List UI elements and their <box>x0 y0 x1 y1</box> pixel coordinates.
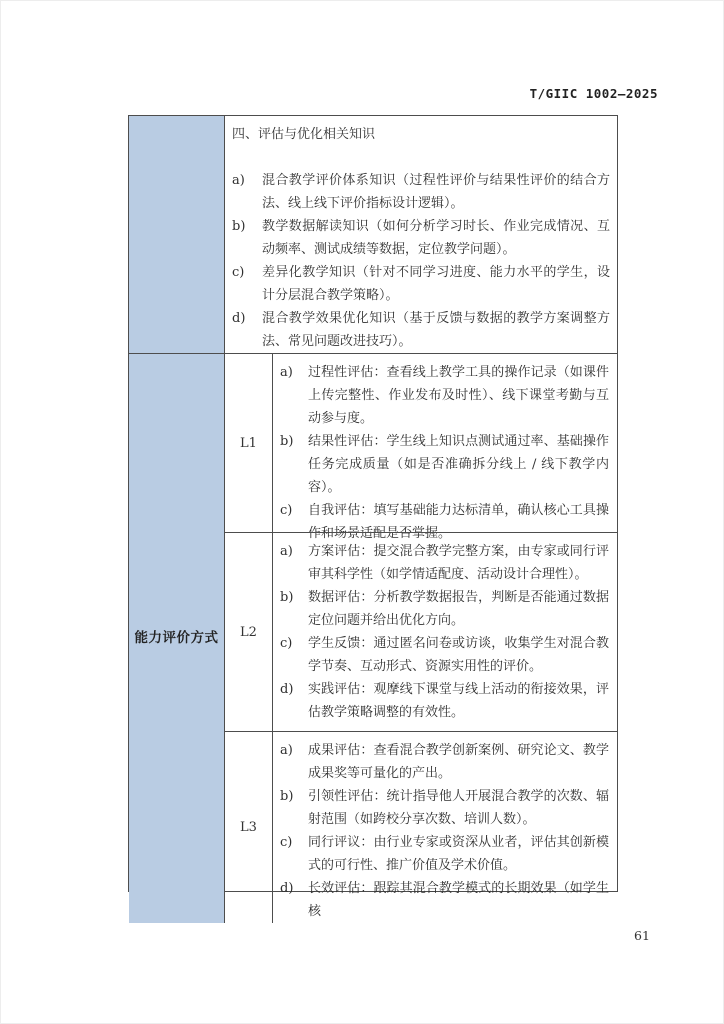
item-marker: d) <box>280 682 294 697</box>
knowledge-row <box>129 116 617 354</box>
item-text: 差异化教学知识（针对不同学习进度、能力水平的学生，设计分层混合教学策略）。 <box>262 265 610 303</box>
item-marker: c) <box>280 636 293 651</box>
evaluation-table <box>128 115 618 919</box>
item-marker: b) <box>280 789 294 804</box>
item-text: 过程性评估：查看线上教学工具的操作记录（如课件上传完整性、作业发布及时性）、线下课堂考勤与互动参与度。 <box>308 365 609 426</box>
list-item <box>280 586 609 632</box>
item-text: 学生反馈：通过匿名问卷或访谈，收集学生对混合教学节奏、互动形式、资源实用性的评价。 <box>308 636 609 674</box>
item-marker: a) <box>280 743 293 758</box>
item-marker: b) <box>232 219 246 234</box>
item-text: 引领性评估：统计指导他人开展混合教学的次数、辐射范围（如跨校分享次数、培训人数）。 <box>308 789 609 827</box>
item-marker: d) <box>232 311 246 326</box>
item-text: 自我评估：填写基础能力达标清单，确认核心工具操作和场景适配是否掌握。 <box>308 503 609 541</box>
list-item <box>280 831 609 877</box>
level-content-l1 <box>273 354 617 541</box>
level-content-l3 <box>273 732 617 923</box>
knowledge-section-title: 四、评估与优化相关知识 <box>232 127 376 142</box>
list-item <box>280 540 609 586</box>
list-item <box>280 739 609 785</box>
capability-levels <box>225 354 617 923</box>
item-marker: c) <box>280 835 293 850</box>
item-marker: a) <box>280 365 293 380</box>
capability-side-label: 能力评价方式 <box>134 630 219 646</box>
list-item <box>232 169 610 215</box>
item-marker: a) <box>280 544 293 559</box>
list-item <box>280 361 609 430</box>
item-marker: b) <box>280 434 294 449</box>
item-text: 同行评议：由行业专家或资深从业者，评估其创新模式的可行性、推广价值及学术价值。 <box>308 835 609 873</box>
item-text: 实践评估：观摩线下课堂与线上活动的衔接效果，评估教学策略调整的有效性。 <box>308 682 609 720</box>
list-item <box>280 430 609 499</box>
knowledge-side-cell <box>129 116 225 353</box>
level-label-l1: L1 <box>225 354 273 532</box>
item-text: 结果性评估：学生线上知识点测试通过率、基础操作任务完成质量（如是否准确拆分线上 / 线下教学内容）。 <box>308 434 609 495</box>
list-item <box>280 678 609 724</box>
item-text: 长效评估：跟踪其混合教学模式的长期效果（如学生核 <box>308 881 609 919</box>
standard-number-header: T/GIIC 1002—2025 <box>529 86 658 101</box>
item-text: 成果评估：查看混合教学创新案例、研究论文、教学成果奖等可量化的产出。 <box>308 743 609 781</box>
list-item <box>280 785 609 831</box>
level-label-l3: L3 <box>225 732 273 923</box>
level-row-l3 <box>225 731 617 923</box>
page-number: 61 <box>634 928 650 943</box>
level-row-l2 <box>225 532 617 731</box>
list-item <box>232 261 610 307</box>
item-marker: a) <box>232 173 245 188</box>
item-marker: c) <box>232 265 245 280</box>
item-marker: c) <box>280 503 293 518</box>
item-text: 方案评估：提交混合教学完整方案，由专家或同行评审其科学性（如学情适配度、活动设计合理性）。 <box>308 544 609 582</box>
list-item <box>232 215 610 261</box>
knowledge-content-cell <box>225 116 617 353</box>
item-text: 混合教学评价体系知识（过程性评价与结果性评价的结合方法、线上线下评价指标设计逻辑）。 <box>262 173 610 211</box>
capability-side-cell <box>129 354 225 923</box>
level-row-l1 <box>225 354 617 541</box>
capability-row <box>129 354 617 923</box>
level-label-l2: L2 <box>225 533 273 731</box>
item-text: 混合教学效果优化知识（基于反馈与数据的教学方案调整方法、常见问题改进技巧）。 <box>262 311 610 349</box>
item-marker: d) <box>280 881 294 896</box>
list-item <box>280 877 609 923</box>
item-text: 数据评估：分析教学数据报告，判断是否能通过数据定位问题并给出优化方向。 <box>308 590 609 628</box>
list-item <box>280 632 609 678</box>
level-content-l2 <box>273 533 617 731</box>
item-marker: b) <box>280 590 294 605</box>
list-item <box>232 307 610 353</box>
item-text: 教学数据解读知识（如何分析学习时长、作业完成情况、互动频率、测试成绩等数据，定位教学问题）。 <box>262 219 610 257</box>
